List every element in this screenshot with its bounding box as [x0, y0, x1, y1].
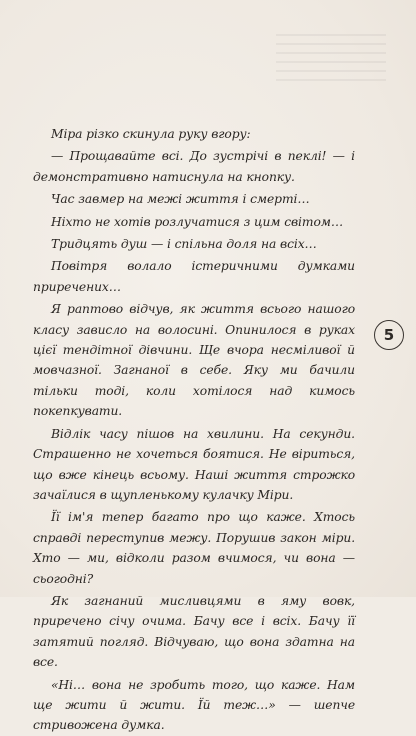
body-text: [33, 124, 355, 736]
paragraph: Її ім'я тепер багато про що каже. Хтось справді переступив межу. Порушив закон міри. Хто — ми, відколи разом вчимося, чи вона — сьогодні?: [33, 510, 355, 586]
paragraph: Тридцять душ — і спільна доля на всіх…: [51, 237, 317, 252]
paragraph: Я раптово відчув, як життя всього нашого класу зависло на волосині. Опинилося в руках цієї тендітної дівчини. Ще вчора несміливої й мовчазної. Загнаної в себе. Яку ми бачили тільки тоді, коли хотілося над кимось покепкувати.: [33, 302, 355, 419]
paragraph: Час завмер на межі життя і смерті…: [51, 192, 310, 207]
paragraph: Як загнаний мисливцями в яму вовк, приречено січу очима. Бачу все і всіх. Бачу її затятий погляд. Відчуваю, що вона здатна на все.: [33, 593, 355, 670]
paragraph: Відлік часу пішов на хвилини. На секунди. Страшенно не хочеться боятися. Не віриться, що вже кінець всьому. Наші життя строжко зачаїлися в щупленькому кулачку Міри.: [33, 426, 355, 502]
bleed-through-text: [276, 34, 386, 104]
paragraph: Міра різко скинула руку вгору:: [51, 127, 251, 141]
page-number: 5: [374, 320, 404, 350]
paragraph: Ніхто не хотів розлучатися з цим світом…: [51, 214, 344, 229]
paragraph: — Прощавайте всі. До зустрічі в пеклі! — і демонстративно натиснула на кнопку.: [33, 149, 355, 184]
paragraph: «Ні… вона не зробить того, що каже. Нам ще жити й жити. Їй теж…» — шепче стривожена думка.: [33, 677, 355, 733]
paragraph: Повітря волало істеричними думками приречених…: [33, 259, 355, 294]
